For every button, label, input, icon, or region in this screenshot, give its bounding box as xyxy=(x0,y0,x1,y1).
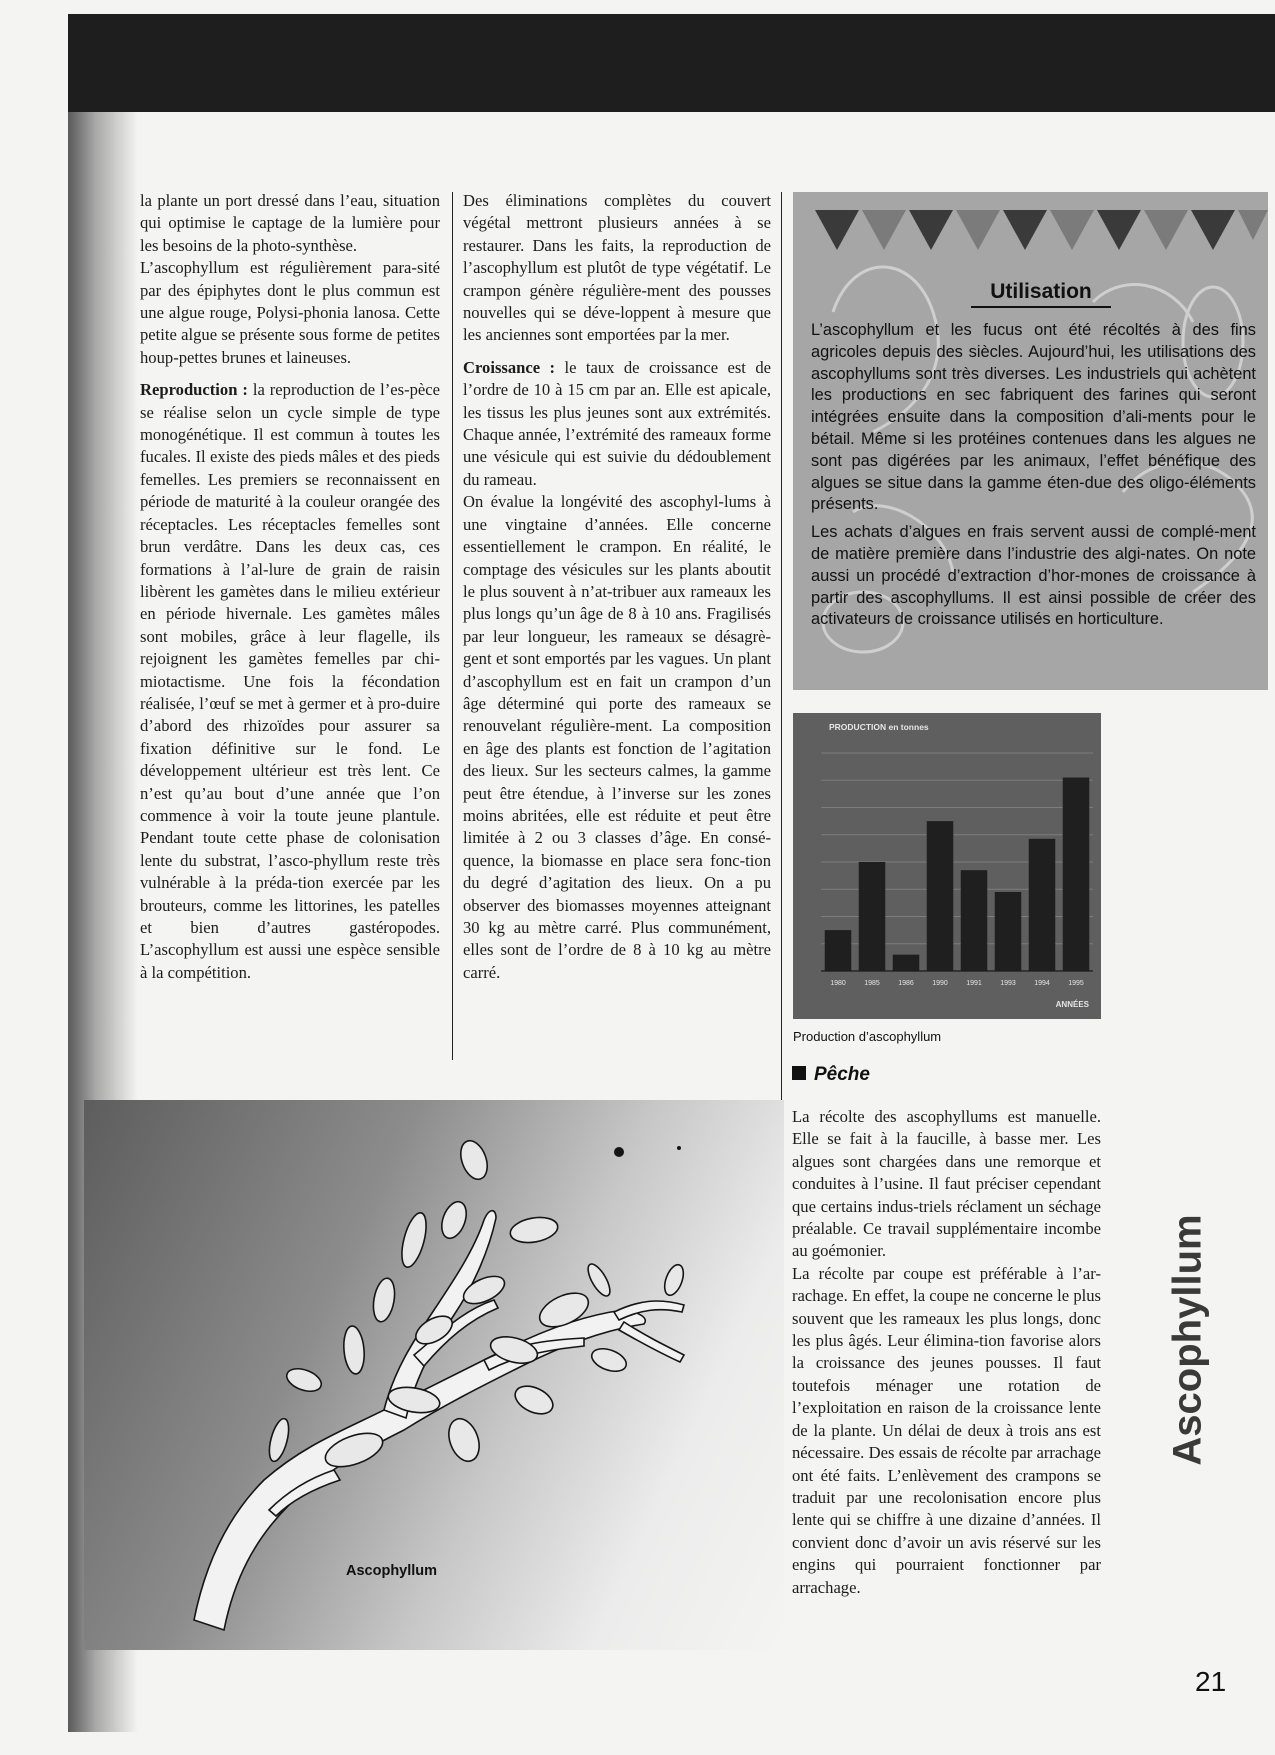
col2-intro: Des éliminations complètes du couvert végétal mettront plusieurs années à se restaurer. Dans les faits, la reproduction de l’ascophyllum est plutôt de type végétatif. Le crampon génère régulière-ment des pousses nouvelles qui se déve-loppent à mesure que les anciennes sont emportées par la mer. xyxy=(463,191,771,345)
chart-xlabel: ANNÉES xyxy=(1055,1000,1089,1009)
chart-tick-label: 1994 xyxy=(1034,980,1050,987)
peche-paragraph-1: La récolte des ascophyllums est manuelle. Elle se fait à la faucille, à basse mer. Les algues sont chargées dans une remorque et conduites à l’usine. Il faut préciser cependant que certains indus-triels réclament un séchage préalable. Ce travail supplémentaire incombe au goémonier. xyxy=(792,1107,1101,1261)
reproduction-text: la reproduction de l’es-pèce se réalise selon un cycle simple de type monogénétique. Il est commun à toutes les fucales. Il existe des pieds mâles et des pieds femelles. Les premiers se reconnaissent en période de maturité à la couleur orangée des réceptacles. Les réceptacles femelles sont brun verdâtre. Dans les deux cas, ces formations à l’al-lure de grain de raisin libèrent les gamètes dans le milieu extérieur en période hivernale. Les gamètes mâles sont mobiles, grâce à leur flagelle, ils rejoignent les gamètes femelles par chi-miotactisme. Une fois la fécondation réalisée, l’œuf se met à germer et à pro-duire d’abord des rhizoïdes pour assurer sa fixation définitive sur le fond. Le développement ultérieur est très lent. Ce n’est qu’au bout d’une année que l’on commence à voir la toute jeune plantule. Pendant toute cette phase de colonisation lente du substrat, l’asco-phyllum reste très vulnérable à la préda-tion exercée par les brouteurs, comme les littorines, les patelles et bien d’autres gastéropodes. L’ascophyllum est aussi une espèce sensible à la compétition. xyxy=(140,380,440,982)
column-2 xyxy=(463,190,771,984)
sidebar-paragraph-1: L’ascophyllum et les fucus ont été récoltés à des fins agricoles depuis des siècles. Aujourd’hui, les utilisations des ascophyllums sont très diverses. Les industriels qui achètent les productions en sec fabriquent des farines qui seront intégrées ensuite dans la composition d’ali-ments pour le bétail. Même si les protéines contenues dans les algues ne sont pas digérées par les animaux, l’effet bénéfique des algues se situe dans la gamme éten-due des oligo-éléments présents. xyxy=(811,321,1256,514)
page-number: 21 xyxy=(1195,1666,1227,1697)
column-divider-1 xyxy=(452,192,453,1060)
chart-tick-label: 1980 xyxy=(830,980,846,987)
chart-bar xyxy=(927,821,954,971)
chart-tick-label: 1986 xyxy=(898,980,914,987)
chart-tick-label: 1993 xyxy=(1000,980,1016,987)
chart-bar xyxy=(859,862,886,971)
vertical-title-text: Ascophyllum xyxy=(1165,1214,1210,1466)
sidebar-text xyxy=(811,320,1256,631)
heading-square-icon xyxy=(792,1066,806,1080)
production-chart xyxy=(793,713,1101,1019)
vertical-section-title xyxy=(1158,1200,1218,1480)
chart-tick-label: 1985 xyxy=(864,980,880,987)
chart-tick-label: 1990 xyxy=(932,980,948,987)
chart-caption: Production d’ascophyllum xyxy=(793,1029,942,1044)
sidebar-title: Utilisation xyxy=(971,280,1111,308)
utilisation-sidebar xyxy=(793,192,1268,690)
croissance-paragraph xyxy=(463,357,771,491)
chart-bar xyxy=(893,955,920,971)
chart-bar xyxy=(961,870,988,971)
sidebar-paragraph-2: Les achats d’algues en frais servent aussi de complé-ment de matière première dans l’industrie des algi-nates. On note aussi un procédé d’extraction d’hor-mones de croissance à partir des ascophyllums. Il est ainsi possible de créer des activateurs de croissance utilisés en horticulture. xyxy=(811,523,1256,629)
chart-tick-label: 1995 xyxy=(1068,980,1084,987)
chart-ylabel: PRODUCTION en tonnes xyxy=(829,722,929,732)
croissance-head: Croissance : xyxy=(463,357,556,377)
chart-bar xyxy=(1063,778,1090,971)
chart-tick-label: 1991 xyxy=(966,980,982,987)
col1-paragraph-1: la plante un port dressé dans l’eau, situation qui optimise le captage de la lumière pour les besoins de la photo-synthèse. xyxy=(140,191,440,255)
longevity-paragraph: On évalue la longévité des ascophyl-lums à une vingtaine d’années. Elle concerne essentiellement le crampon. En réalité, le comptage des vésicules sur les plants aboutit le plus souvent à n’at-tribuer aux rameaux les plus longs qu’un âge de 8 à 10 ans. Fragilisés par leur longueur, les rameaux se désagrè-gent et sont emportés par les vagues. Un plant d’ascophyllum est en fait un crampon d’un âge déterminé qui porte des rameaux se renouvelant régulière-ment. La composition en âge des plants est fonction de l’agitation des lieux. Sur les secteurs calmes, la gamme peut être étendue, à l’inverse sur les zones moins abritées, elle est réduite et peut être limitée à 2 ou 3 classes d’âge. En consé-quence, la biomasse en place sera fonc-tion du degré d’agitation des lieux. On a pu observer des biomasses moyennes atteignant 30 kg au mètre carré. Plus communément, elles sont de l’ordre de 8 à 10 kg au mètre carré. xyxy=(463,492,771,982)
chart-bar xyxy=(825,930,852,971)
illustration-label: Ascophyllum xyxy=(346,1563,438,1579)
reproduction-paragraph xyxy=(140,379,440,984)
column-3 xyxy=(792,1106,1101,1599)
col1-paragraph-2: L’ascophyllum est régulièrement para-sité par des épiphytes dont le plus commun est une algue rouge, Polysi-phonia lanosa. Cette petite algue se présente sous forme de petites houp-pettes brunes et laineuses. xyxy=(140,258,440,367)
peche-heading xyxy=(792,1064,1101,1086)
reproduction-head: Reproduction : xyxy=(140,380,248,400)
croissance-text: le taux de croissance est de l’ordre de 10 à 15 cm par an. Elle est apicale, les tissus les plus jeunes sont aux extrémités. Chaque année, l’extrémité des rameaux forme une vésicule qui est suivie du dédoublement du rameau. xyxy=(463,357,771,489)
chart-bar xyxy=(1029,839,1056,971)
chart-bar xyxy=(995,892,1022,971)
peche-heading-text: Pêche xyxy=(814,1064,870,1085)
top-band xyxy=(68,14,1275,112)
peche-paragraph-2: La récolte par coupe est préférable à l’ar-rachage. En effet, la coupe ne concerne le plus souvent que les rameaux les plus longs, donc les plus âgés. Leur élimina-tion favorise alors la croissance des jeunes pousses. Il faut toutefois ménager une rotation de l’exploitation en raison de la croissance lente de la plante. Un délai de deux à trois ans est nécessaire. Des essais de récolte par arrachage ont été faits. L’enlèvement des crampons se traduit par une recolonisation encore plus lente qui se chiffre à une dizaine d’années. Il convient donc d’avoir un avis réservé sur les engins qui pourraient fonctionner par arrachage. xyxy=(792,1263,1101,1597)
column-1 xyxy=(140,190,440,984)
